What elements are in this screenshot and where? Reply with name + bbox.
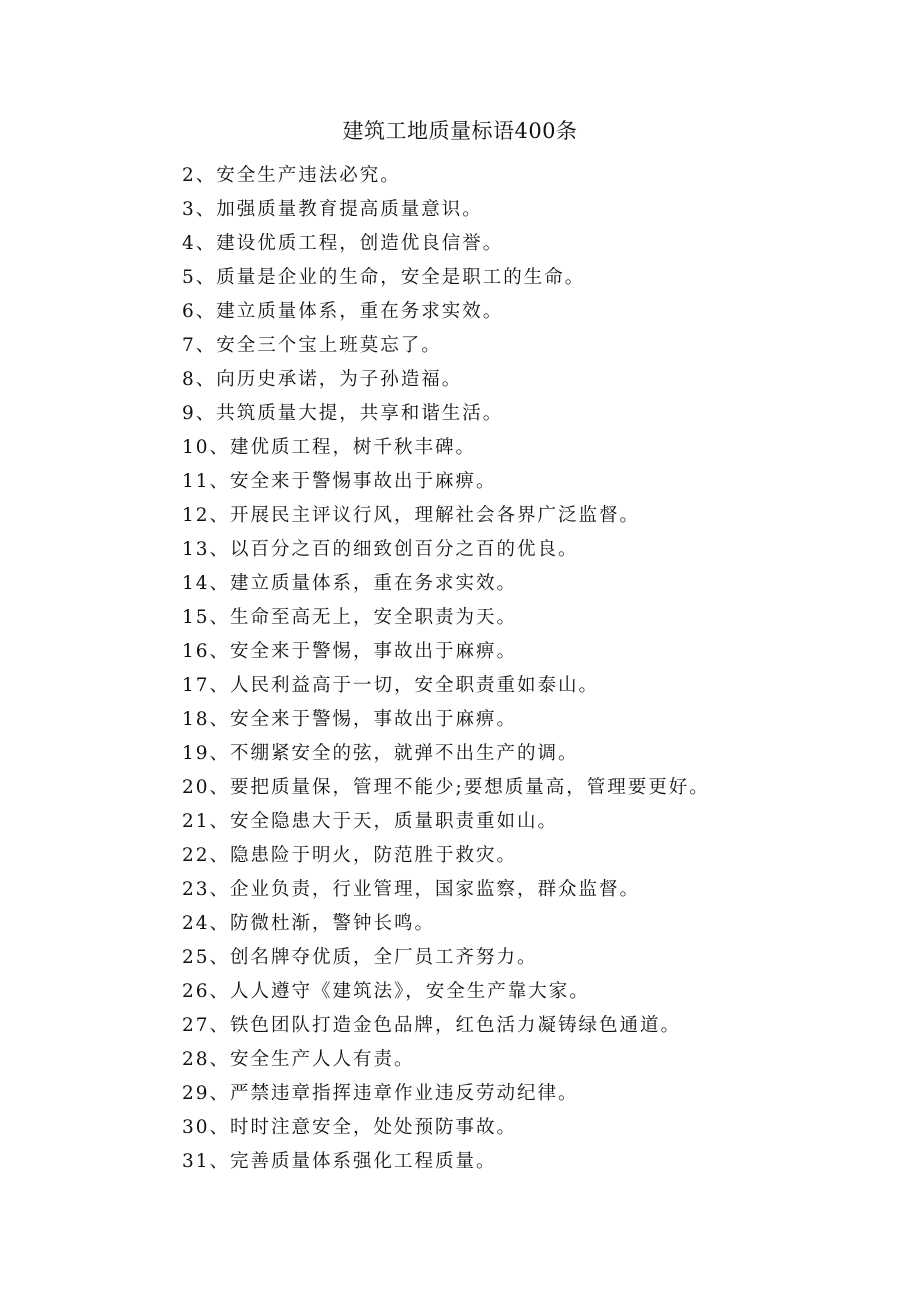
list-item: 9、共筑质量大提，共享和谐生活。 xyxy=(182,403,504,424)
list-item: 3、加强质量教育提高质量意识。 xyxy=(182,199,483,220)
list-item: 17、人民利益高于一切，安全职责重如泰山。 xyxy=(182,675,600,696)
list-item: 27、铁色团队打造金色品牌，红色活力凝铸绿色通道。 xyxy=(182,1015,682,1036)
list-item: 4、建设优质工程，创造优良信誉。 xyxy=(182,233,504,254)
list-item: 30、时时注意安全，处处预防事故。 xyxy=(182,1117,518,1138)
list-item: 13、以百分之百的细致创百分之百的优良。 xyxy=(182,539,579,560)
list-item: 24、防微杜渐，警钟长鸣。 xyxy=(182,913,436,934)
list-item: 16、安全来于警惕，事故出于麻痹。 xyxy=(182,641,518,662)
document-title: 建筑工地质量标语400条 xyxy=(342,119,578,143)
list-item: 14、建立质量体系，重在务求实效。 xyxy=(182,573,518,594)
slogan-list xyxy=(182,159,902,1179)
list-item: 8、向历史承诺，为子孙造福。 xyxy=(182,369,463,390)
list-item: 7、安全三个宝上班莫忘了。 xyxy=(182,335,442,356)
list-item: 10、建优质工程，树千秋丰碑。 xyxy=(182,437,477,458)
list-item: 12、开展民主评议行风，理解社会各界广泛监督。 xyxy=(182,505,641,526)
list-item: 11、安全来于警惕事故出于麻痹。 xyxy=(182,471,497,492)
list-item: 20、要把质量保，管理不能少;要想质量高，管理要更好。 xyxy=(182,777,710,798)
list-item: 5、质量是企业的生命，安全是职工的生命。 xyxy=(182,267,586,288)
list-item: 26、人人遵守《建筑法》，安全生产靠大家。 xyxy=(182,981,590,1002)
list-item: 19、不绷紧安全的弦，就弹不出生产的调。 xyxy=(182,743,579,764)
list-item: 28、安全生产人人有责。 xyxy=(182,1049,415,1070)
list-item: 2、安全生产违法必究。 xyxy=(182,165,401,186)
list-item: 18、安全来于警惕，事故出于麻痹。 xyxy=(182,709,518,730)
list-item: 15、生命至高无上，安全职责为天。 xyxy=(182,607,518,628)
list-item: 23、企业负责，行业管理，国家监察，群众监督。 xyxy=(182,879,641,900)
list-item: 6、建立质量体系，重在务求实效。 xyxy=(182,301,504,322)
list-item: 25、创名牌夺优质，全厂员工齐努力。 xyxy=(182,947,538,968)
list-item: 22、隐患险于明火，防范胜于救灾。 xyxy=(182,845,518,866)
list-item: 21、安全隐患大于天，质量职责重如山。 xyxy=(182,811,559,832)
list-item: 31、完善质量体系强化工程质量。 xyxy=(182,1151,497,1172)
list-item: 29、严禁违章指挥违章作业违反劳动纪律。 xyxy=(182,1083,579,1104)
